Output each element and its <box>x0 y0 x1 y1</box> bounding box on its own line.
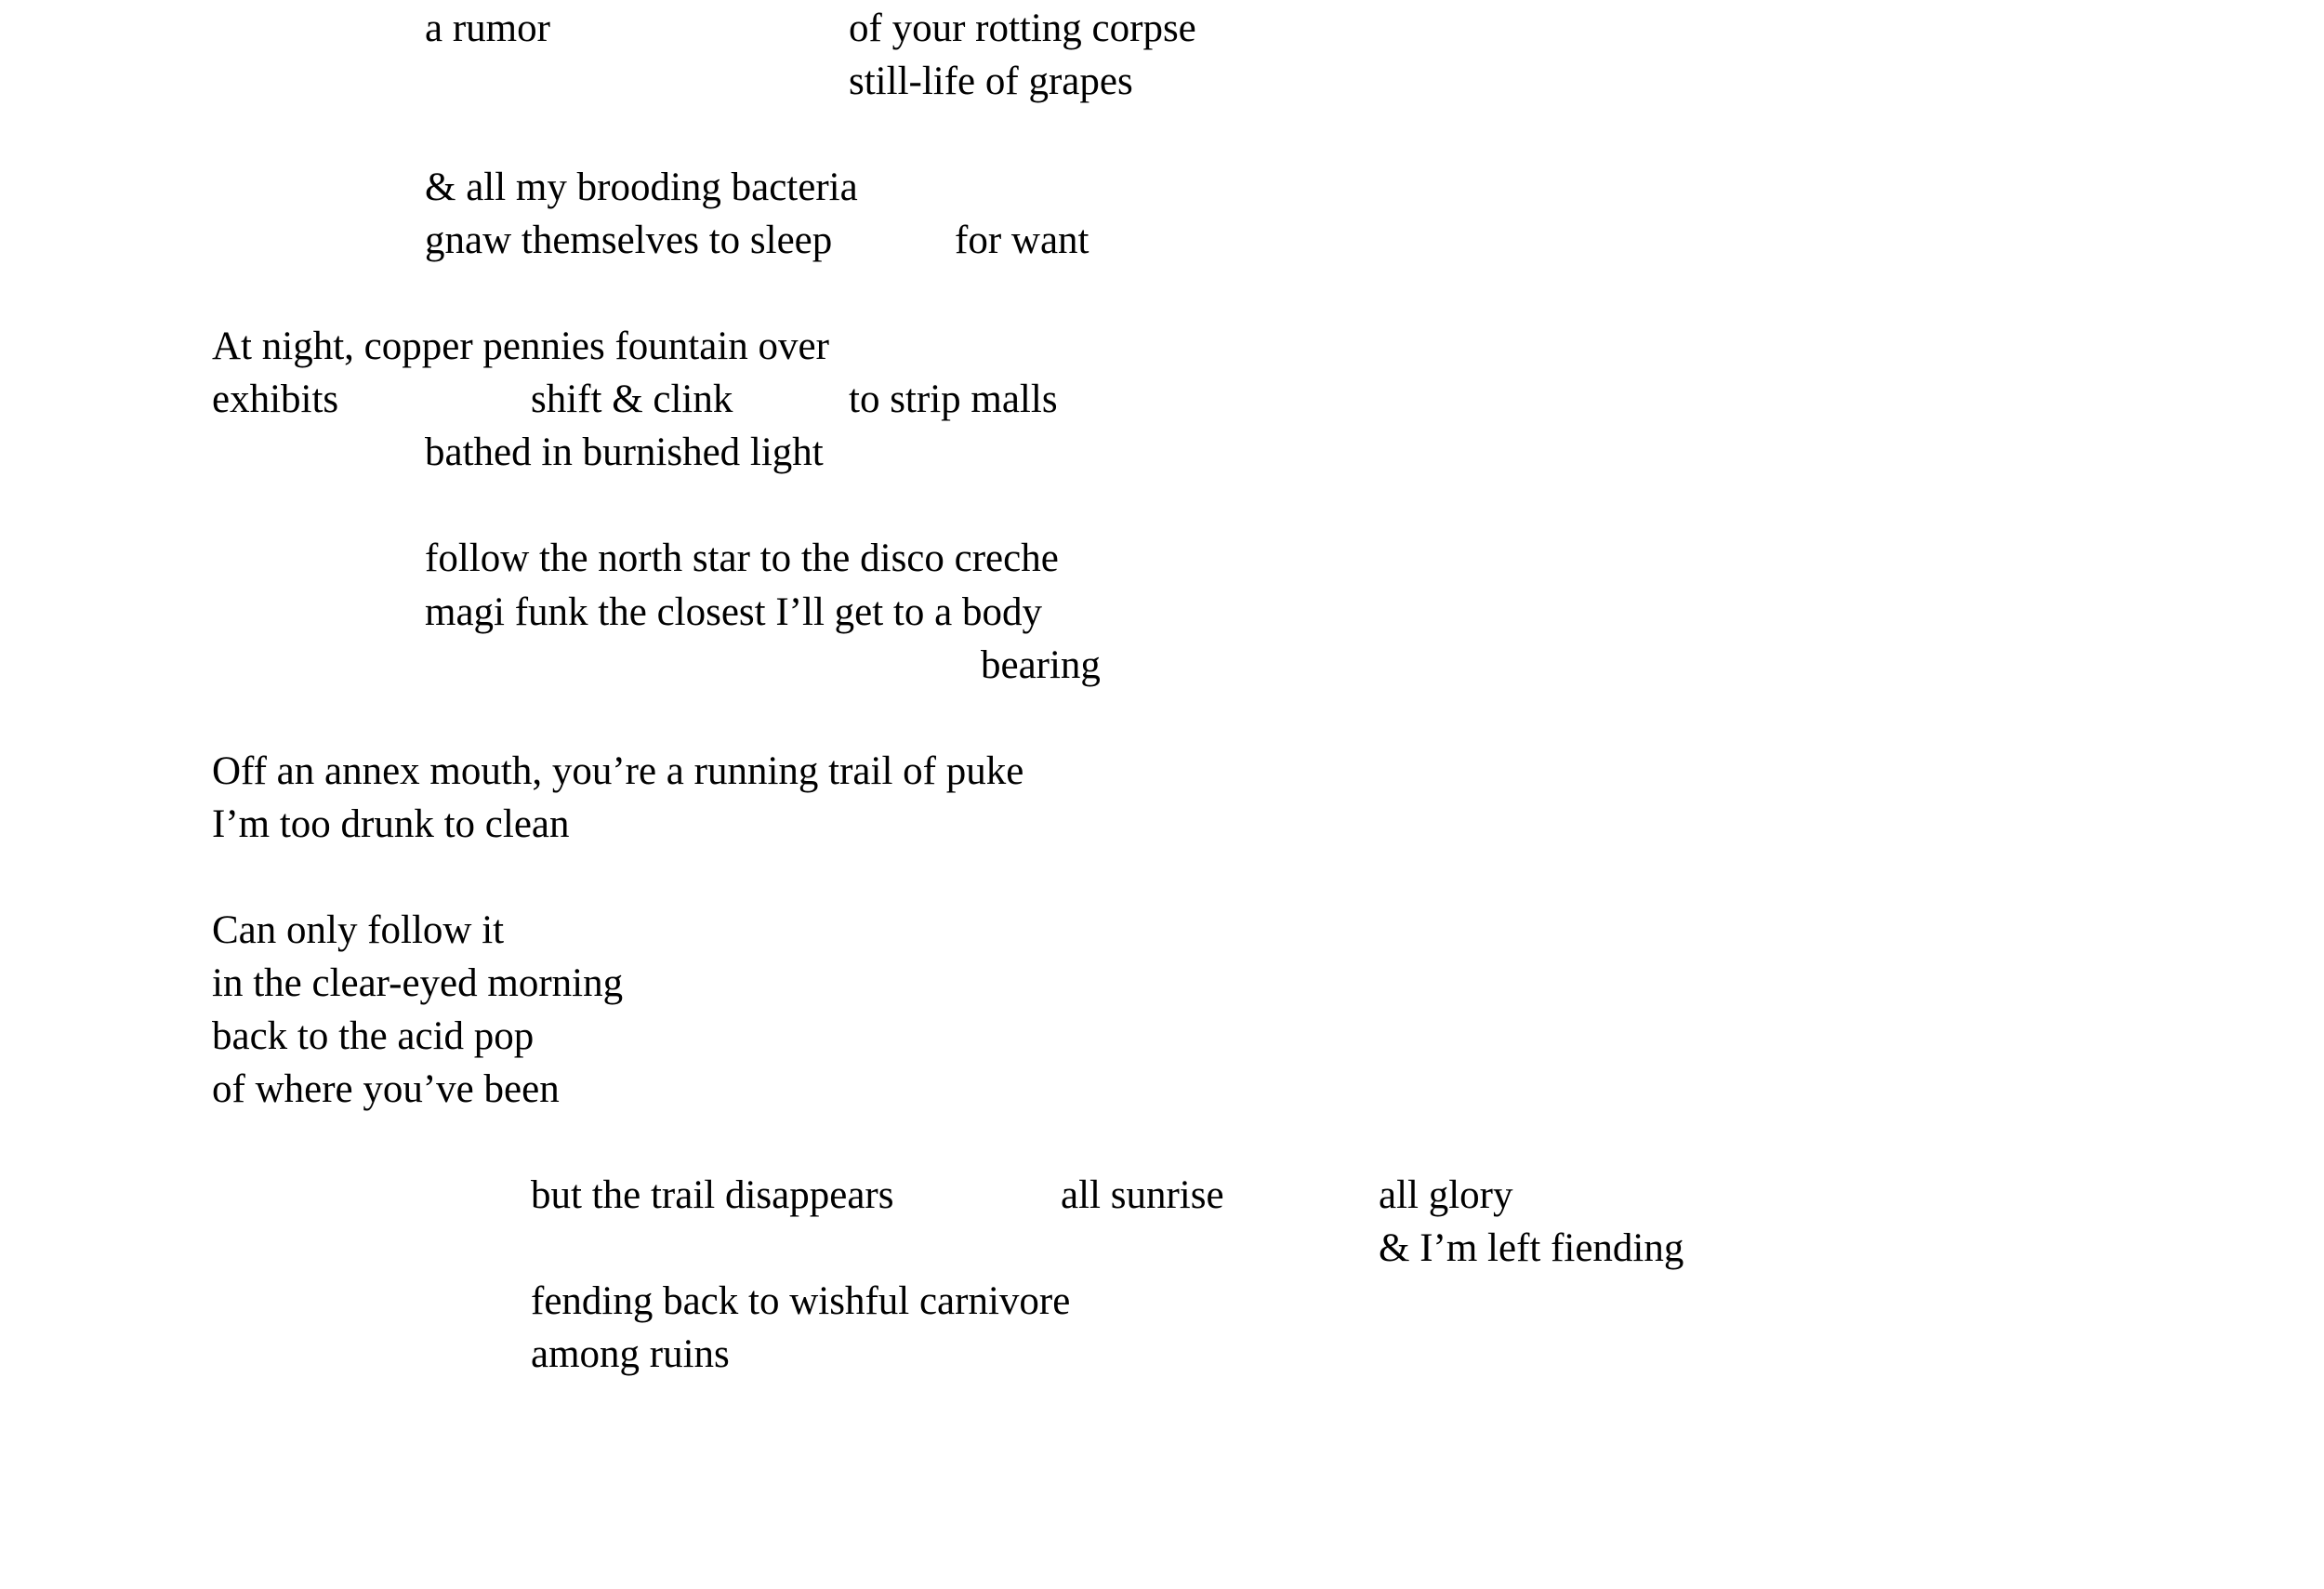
poem-line-segment: exhibits <box>212 377 339 421</box>
poem-line-segment: Can only follow it <box>212 908 505 952</box>
poem-line-segment: magi funk the closest I’ll get to a body <box>425 590 1042 634</box>
poem-line-segment: bearing <box>981 643 1101 687</box>
poem-line-segment: among ruins <box>531 1332 730 1376</box>
poem-line-segment: all sunrise <box>1061 1173 1224 1217</box>
poem-line-segment: back to the acid pop <box>212 1014 535 1058</box>
poem-line-segment: in the clear-eyed morning <box>212 961 624 1005</box>
poem-line-segment: still-life of grapes <box>849 60 1133 103</box>
poem-line-segment: for want <box>955 218 1089 262</box>
poem-line-segment: all glory <box>1379 1173 1513 1217</box>
poem-line-segment: I’m too drunk to clean <box>212 802 570 846</box>
poem-line-segment: Off an annex mouth, you’re a running trail of puke <box>212 749 1024 793</box>
poem-line-segment: but the trail disappears <box>531 1173 894 1217</box>
poem-line-segment: gnaw themselves to sleep <box>425 218 833 262</box>
poem-line-segment: a rumor <box>425 7 550 50</box>
poem-line-segment: follow the north star to the disco creche <box>425 536 1059 580</box>
poem-line-segment: & all my brooding bacteria <box>425 166 858 209</box>
poem-line-segment: bathed in burnished light <box>425 430 824 474</box>
poem-line-segment: shift & clink <box>531 377 733 421</box>
poem-line-segment: to strip malls <box>849 377 1058 421</box>
poem-line-segment: of where you’ve been <box>212 1067 560 1111</box>
poem-line-segment: & I’m left fiending <box>1379 1226 1684 1270</box>
poem-line-segment: fending back to wishful carnivore <box>531 1279 1071 1323</box>
poem-line-segment: At night, copper pennies fountain over <box>212 324 829 368</box>
poem-line-segment: of your rotting corpse <box>849 7 1196 50</box>
